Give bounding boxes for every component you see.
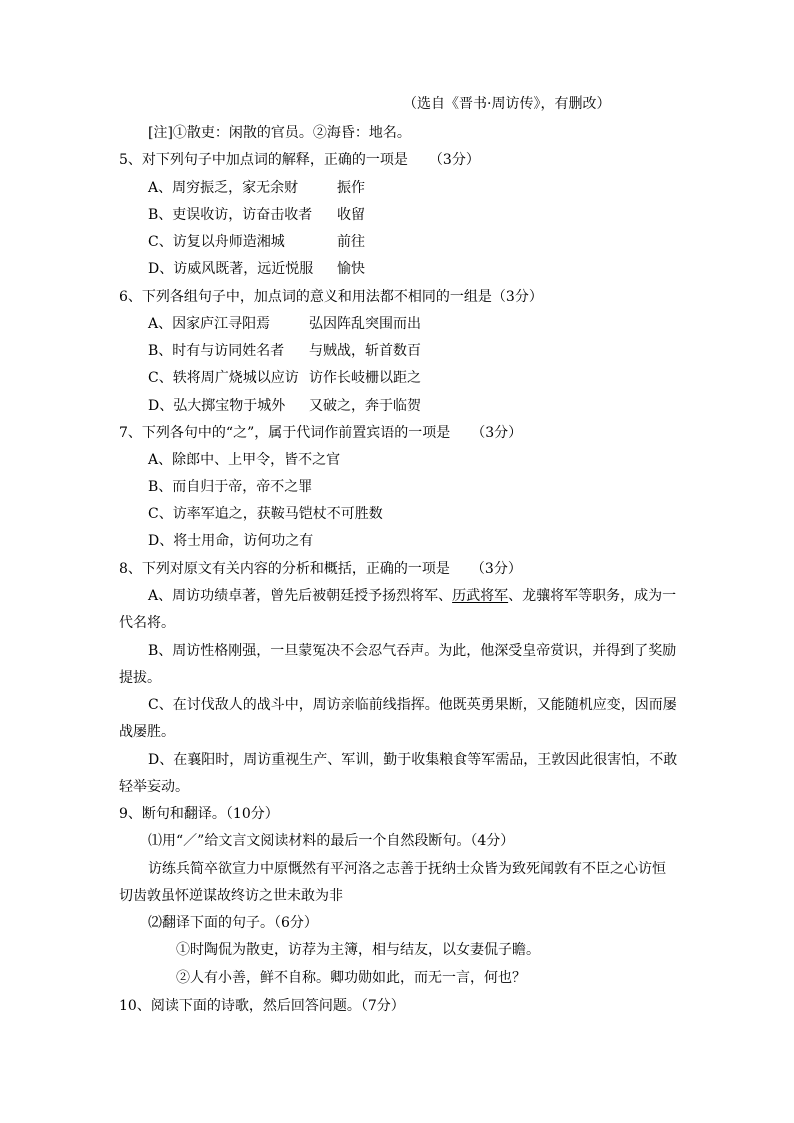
question-6-option-c-pair: 访作长岐栅以距之 xyxy=(309,370,421,386)
question-8-option-d-line1: D、在襄阳时，周访重视生产、军训，勤于收集粮食等军需品，王敦因此很害怕，不敢 xyxy=(148,752,678,768)
question-10-stem: 10、阅读下面的诗歌，然后回答问题。（7分） xyxy=(119,998,405,1014)
source-citation: （选自《晋书·周访传》，有删改） xyxy=(403,96,611,112)
question-7-option-d: D、将士用命，访何功之有 xyxy=(148,533,314,549)
question-6-option-b: B、时有与访同姓名者 xyxy=(148,343,285,359)
question-8-option-c-line1: C、在讨伐敌人的战斗中，周访亲临前线指挥。他既英勇果断，又能随机应变，因而屡 xyxy=(148,697,677,713)
question-6-option-a: A、因家庐江寻阳焉 xyxy=(148,316,271,332)
question-8-option-b-line1: B、周访性格刚强，一旦蒙冤决不会忍气吞声。为此，他深受皇帝赏识，并得到了奖励 xyxy=(148,643,677,659)
question-6-option-a-pair: 弘因阵乱突围而出 xyxy=(309,316,421,332)
question-9-passage-line2: 切齿敦虽怀逆谋故终访之世未敢为非 xyxy=(119,888,343,904)
question-9-sub2: ⑵翻译下面的句子。（6分） xyxy=(148,915,318,931)
question-5-stem: 5、对下列句子中加点词的解释，正确的一项是 （3分） xyxy=(119,152,480,168)
question-9-sentence1: ①时陶侃为散吏，访荐为主簿，相与结友，以女妻侃子瞻。 xyxy=(176,942,540,958)
question-5-option-d-gloss: 愉快 xyxy=(337,261,365,277)
question-5-option-c-gloss: 前往 xyxy=(337,234,365,250)
option-a-text-before: A、周访功绩卓著，曾先后被朝廷授予扬烈将军、 xyxy=(148,588,453,604)
question-6-stem: 6、下列各组句子中，加点词的意义和用法都不相同的一组是（3分） xyxy=(119,289,543,305)
question-6-option-d: D、弘大掷宝物于城外 xyxy=(148,398,286,414)
option-a-text-after: 、龙骧将军等职务，成为一 xyxy=(508,588,677,604)
question-7-option-b: B、而自归于帝，帝不之罪 xyxy=(148,479,313,495)
question-8-option-c-line2: 战屡胜。 xyxy=(119,724,175,740)
underlined-term: 历武将军 xyxy=(452,588,509,604)
question-9-sub1: ⑴用“／”给文言文阅读材料的最后一个自然段断句。（4分） xyxy=(148,833,515,849)
question-8-option-b-line2: 提拔。 xyxy=(119,670,161,686)
question-8-option-a-line2: 代名将。 xyxy=(119,615,175,631)
question-9-passage-line1: 访练兵简卒欲宣力中原慨然有平河洛之志善于抚纳士众皆为致死闻敦有不臣之心访恒 xyxy=(148,861,666,877)
annotation-note: [注]①散吏：闲散的官员。②海昏：地名。 xyxy=(148,125,411,141)
question-6-option-b-pair: 与贼战，斩首数百 xyxy=(309,343,421,359)
question-9-stem: 9、断句和翻译。（10分） xyxy=(119,806,279,822)
question-6-option-d-pair: 又破之，奔于临贺 xyxy=(309,398,421,414)
question-5-option-d: D、访威风既著，远近悦服 xyxy=(148,261,314,277)
question-5-option-c: C、访复以舟师造湘城 xyxy=(148,234,285,250)
question-6-option-c: C、轶将周广烧城以应访 xyxy=(148,370,299,386)
question-7-stem: 7、下列各句中的“之”，属于代词作前置宾语的一项是 （3分） xyxy=(119,425,523,441)
question-7-option-c: C、访率军追之，获鞍马铠杖不可胜数 xyxy=(148,506,383,522)
question-8-stem: 8、下列对原文有关内容的分析和概括，正确的一项是 （3分） xyxy=(119,561,522,577)
question-5-option-a-gloss: 振作 xyxy=(337,180,365,196)
question-5-option-b: B、吏误收访，访奋击收者 xyxy=(148,207,313,223)
question-9-sentence2: ②人有小善，鲜不自称。卿功勋如此，而无一言，何也？ xyxy=(176,970,526,986)
question-8-option-d-line2: 轻举妄动。 xyxy=(119,779,189,795)
question-7-option-a: A、除郎中、上甲令，皆不之官 xyxy=(148,452,341,468)
question-5-option-b-gloss: 收留 xyxy=(337,207,365,223)
question-5-option-a: A、周穷振乏，家无余财 xyxy=(148,180,299,196)
question-8-option-a-line1 xyxy=(148,587,676,605)
